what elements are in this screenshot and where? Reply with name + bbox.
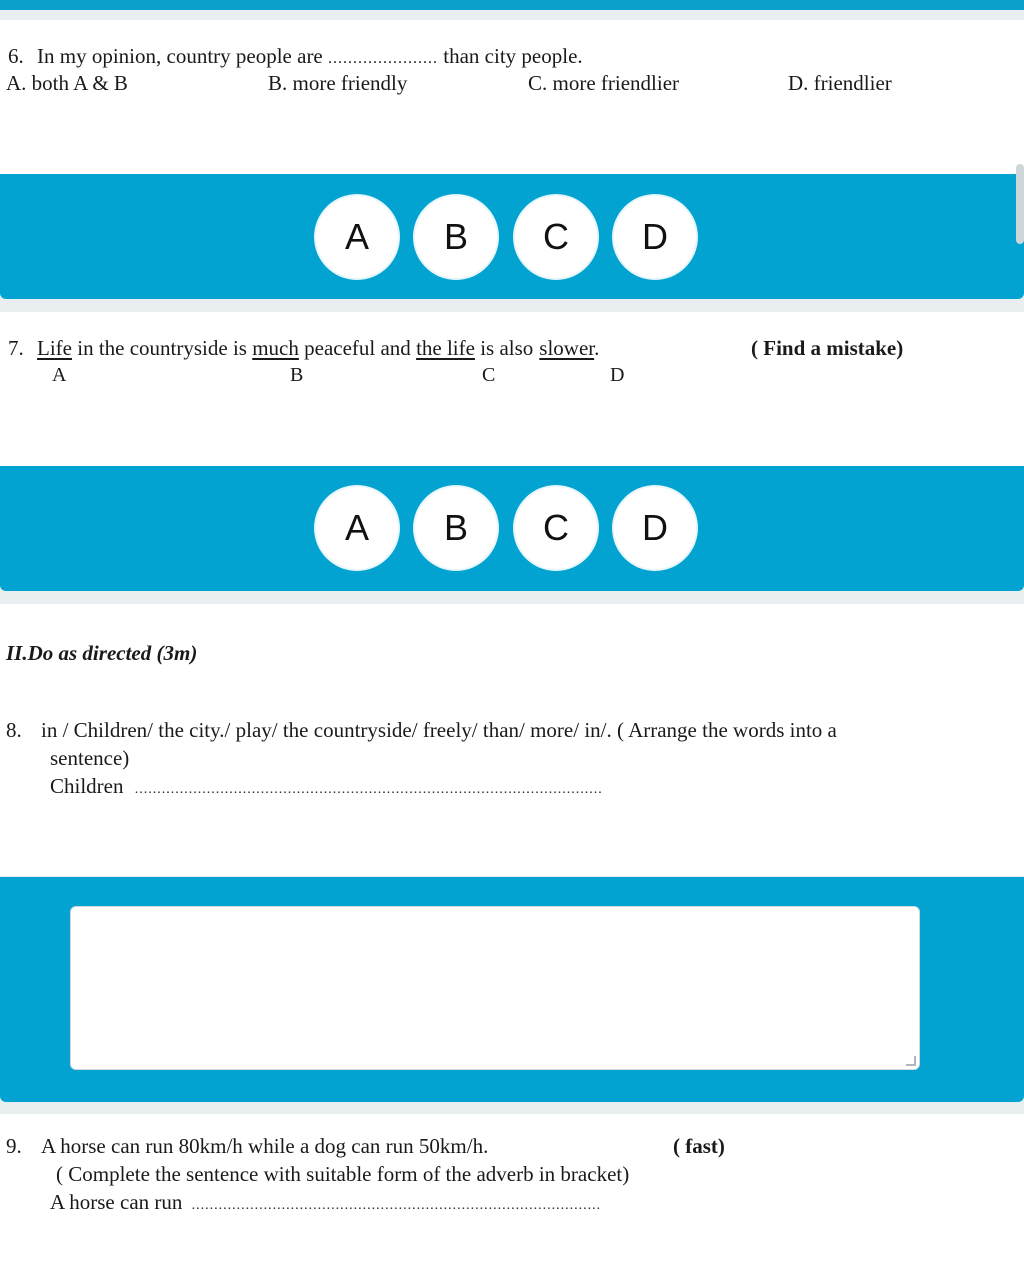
stem-part-2: peaceful and (304, 336, 411, 360)
answer-button-c[interactable]: C (515, 196, 597, 278)
resize-handle[interactable] (906, 1056, 916, 1066)
option-c: C. more friendlier (528, 71, 680, 95)
answer-dots: ........................................................................................................ (134, 782, 603, 797)
answer-button-b[interactable]: B (415, 196, 497, 278)
option-b: B. more friendly (268, 71, 408, 95)
question-9-line-1 (6, 1134, 488, 1159)
scrollbar-thumb[interactable] (1016, 164, 1024, 244)
question-9-text: A horse can run 80km/h while a dog can run 50km/h. (41, 1134, 489, 1158)
underlined-b: much (252, 336, 299, 360)
answer-button-b[interactable]: B (415, 487, 497, 569)
stem-after: than city people. (443, 44, 583, 68)
answer-button-a[interactable]: A (316, 196, 398, 278)
question-9-hint: ( fast) (673, 1134, 725, 1158)
question-9-instruction: ( Complete the sentence with suitable form of the adverb in bracket) (56, 1162, 630, 1186)
answer-dots: ........................................................................................... (191, 1198, 602, 1213)
letter-c: C (482, 364, 496, 386)
question-8-line-2: sentence) (50, 746, 130, 770)
question-number: 6. (8, 44, 24, 68)
underlined-d: slower (539, 336, 595, 360)
letter-b: B (290, 364, 304, 386)
answer-band-q7 (0, 466, 1024, 591)
question-7-stem (8, 336, 599, 361)
answer-button-c[interactable]: C (515, 487, 597, 569)
section-title: II.Do as directed (3m) (6, 641, 198, 665)
question-8-card (0, 604, 1024, 876)
stem-part-4: . (594, 336, 600, 360)
underlined-a: Life (37, 336, 72, 360)
stem-before: In my opinion, country people are (37, 44, 323, 68)
question-8-line-1 (6, 718, 837, 743)
question-number: 7. (8, 336, 24, 360)
stem-part-1: in the countryside is (77, 336, 247, 360)
blank: ...................... (328, 50, 439, 67)
answer-button-d[interactable]: D (614, 196, 696, 278)
letter-a: A (52, 364, 67, 386)
option-a: A. both A & B (6, 71, 128, 95)
question-9-card (0, 1114, 1024, 1280)
underlined-c: the life (416, 336, 475, 360)
answer-band-q6 (0, 174, 1024, 299)
stem-part-3: is also (480, 336, 534, 360)
question-9-prompt (50, 1190, 601, 1215)
prompt-words: A horse can run (50, 1190, 183, 1214)
question-number: 8. (6, 718, 22, 742)
question-8-text: in / Children/ the city./ play/ the countryside/ freely/ than/ more/ in/. ( Arrange the words into a (41, 718, 837, 742)
find-mistake-instruction: ( Find a mistake) (751, 336, 904, 360)
prompt-word: Children (50, 774, 124, 798)
answer-button-a[interactable]: A (316, 487, 398, 569)
question-6-stem (8, 44, 583, 69)
question-6-card (0, 20, 1024, 174)
question-8-prompt (50, 774, 603, 799)
top-accent-bar (0, 0, 1024, 10)
letter-d: D (610, 364, 625, 386)
answer-text-area[interactable] (70, 906, 920, 1070)
question-7-card (0, 312, 1024, 466)
option-d: D. friendlier (788, 71, 892, 95)
question-number: 9. (6, 1134, 22, 1158)
answer-button-d[interactable]: D (614, 487, 696, 569)
